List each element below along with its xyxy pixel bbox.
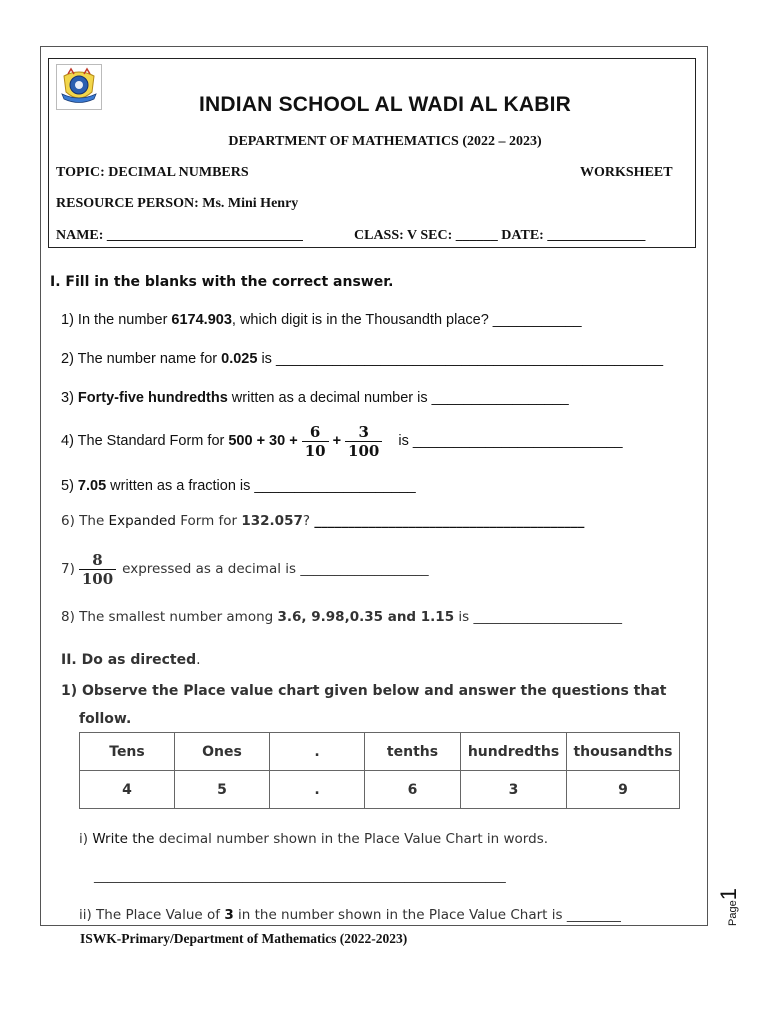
sub-question-ii: ii) The Place Value of 3 in the number shown in the Place Value Chart is ________ — [79, 907, 621, 923]
question-5: 5) 7.05 written as a fraction is ____________________ — [61, 478, 416, 494]
fraction-8-100: $\frac{8}{100}$ — [79, 551, 116, 588]
question-7: 7) $\frac{8}{100}$ expressed as a decimal is ___________________ — [61, 550, 429, 588]
answer-line[interactable]: _____________________________________________________________ — [94, 868, 506, 884]
topic-line: TOPIC: DECIMAL NUMBERS — [56, 165, 249, 180]
worksheet-label: WORKSHEET — [580, 165, 673, 180]
sub-question-i: i) Write the decimal number shown in the Place Value Chart in words. — [79, 831, 549, 847]
question-4: 4) The Standard Form for 500 + 30 + $\frac{6}{10}$ + $\frac{3}{100}$ is __________________________ — [61, 422, 623, 460]
table-header-cell: Ones — [175, 733, 270, 771]
table-row — [80, 771, 680, 809]
table-header-cell: tenths — [365, 733, 461, 771]
question-1: 1) In the number 6174.903, which digit is in the Thousandth place? ___________ — [61, 312, 582, 328]
question-8: 8) The smallest number among 3.6, 9.98,0.35 and 1.15 is ______________________ — [61, 609, 622, 625]
table-cell: 5 — [175, 771, 270, 809]
page-number: Page1 — [716, 888, 741, 926]
table-cell: 6 — [365, 771, 461, 809]
question-6: 6) The Expanded Form for 132.057? ________________________________________ — [61, 513, 585, 529]
department-title: DEPARTMENT OF MATHEMATICS (2022 – 2023) — [228, 134, 542, 149]
question-2: 2) The number name for 0.025 is ________________________________________________ — [61, 351, 664, 367]
table-header-cell: thousandths — [567, 733, 680, 771]
section-1-title: I. Fill in the blanks with the correct answer. — [50, 274, 394, 290]
school-name: INDIAN SCHOOL AL WADI AL KABIR — [199, 93, 571, 116]
section-2-question-1-line-2: follow. — [79, 711, 132, 727]
section-2-question-1-line-1: 1) Observe the Place value chart given below and answer the questions that — [61, 683, 667, 699]
fraction-3-100: $\frac{3}{100}$ — [345, 423, 382, 460]
footer-text: ISWK-Primary/Department of Mathematics (2022-2023) — [80, 931, 408, 946]
resource-person: RESOURCE PERSON: Ms. Mini Henry — [56, 196, 299, 211]
table-cell: 3 — [461, 771, 567, 809]
table-header-row — [80, 733, 680, 771]
section-2-title: II. Do as directed. — [61, 652, 201, 668]
table-header-cell: Tens — [80, 733, 175, 771]
question-3: 3) Forty-five hundredths written as a decimal number is _________________ — [61, 390, 569, 406]
table-cell: . — [270, 771, 365, 809]
fraction-6-10: $\frac{6}{10}$ — [302, 423, 329, 460]
header-box — [48, 58, 696, 248]
name-field[interactable]: NAME: ____________________________ — [56, 228, 303, 243]
class-date-field[interactable]: CLASS: V SEC: ______ DATE: ______________ — [354, 228, 646, 243]
table-header-cell: hundredths — [461, 733, 567, 771]
table-cell: 4 — [80, 771, 175, 809]
table-header-cell: . — [270, 733, 365, 771]
table-cell: 9 — [567, 771, 680, 809]
place-value-chart — [79, 732, 680, 809]
